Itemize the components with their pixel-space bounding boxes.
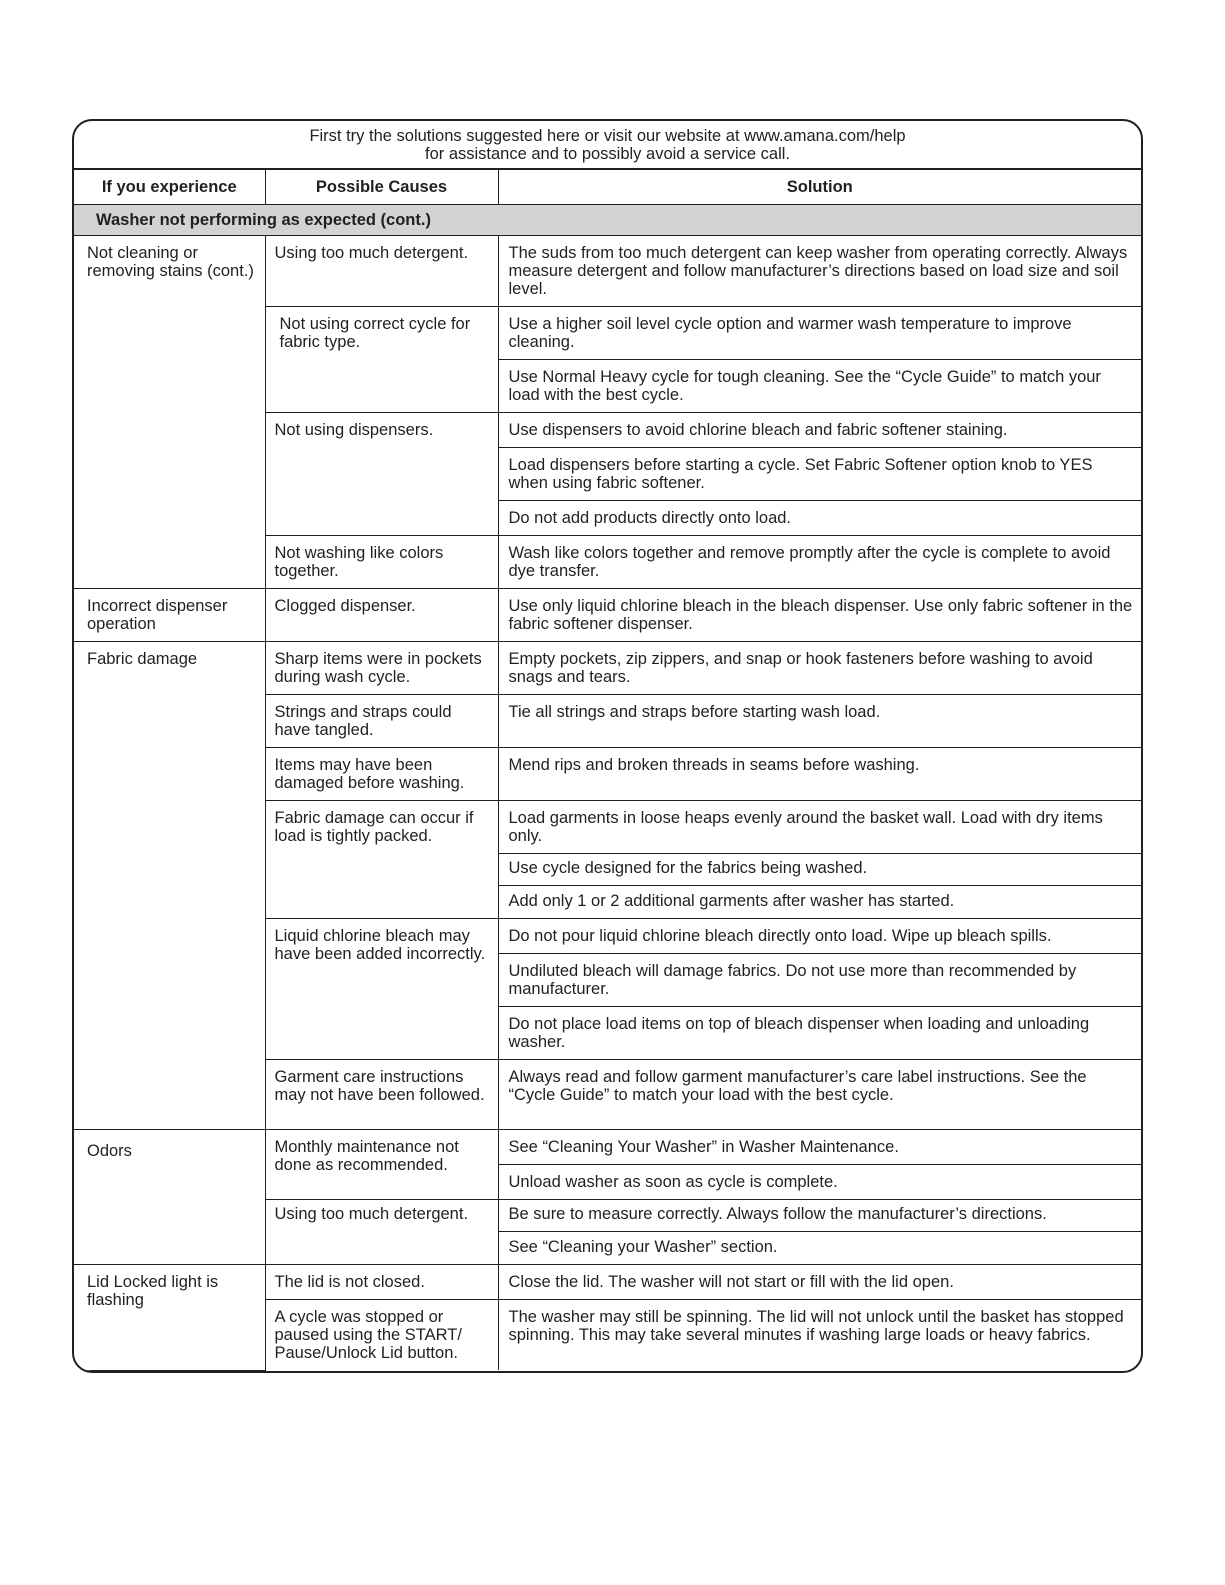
solution-cell: Always read and follow garment manufacturer’s care label instructions. See the “Cycle Guide” to match your load with the best cycle. bbox=[498, 1060, 1141, 1130]
header-row bbox=[74, 170, 1141, 205]
intro-text bbox=[74, 121, 1141, 170]
problem-cell: Not cleaning or removing stains (cont.) bbox=[74, 236, 265, 589]
cause-cell: The lid is not closed. bbox=[265, 1265, 498, 1300]
intro-line-1: First try the solutions suggested here or visit our website at www.amana.com/help bbox=[309, 127, 906, 145]
intro-line-2: for assistance and to possibly avoid a service call. bbox=[424, 145, 790, 163]
solution-cell: Use only liquid chlorine bleach in the bleach dispenser. Use only fabric softener in the fabric softener dispenser. bbox=[498, 589, 1141, 642]
cause-cell: Not washing like colors together. bbox=[265, 536, 498, 589]
cause-cell: Not using dispensers. bbox=[265, 413, 498, 536]
solution-cell: Use dispensers to avoid chlorine bleach and fabric softener staining. bbox=[498, 413, 1141, 448]
header-experience: If you experience bbox=[74, 170, 265, 205]
table-row bbox=[74, 589, 1141, 642]
solution-cell: Add only 1 or 2 additional garments after washer has started. bbox=[498, 886, 1141, 919]
solution-cell: Use cycle designed for the fabrics being washed. bbox=[498, 854, 1141, 886]
cause-cell: Liquid chlorine bleach may have been added incorrectly. bbox=[265, 919, 498, 1060]
cause-cell: Using too much detergent. bbox=[265, 1200, 498, 1265]
cause-cell: Not using correct cycle for fabric type. bbox=[265, 307, 498, 413]
solution-cell: Load dispensers before starting a cycle. Set Fabric Softener option knob to YES when using fabric softener. bbox=[498, 448, 1141, 501]
troubleshooting-box bbox=[72, 119, 1143, 1373]
cause-cell: Strings and straps could have tangled. bbox=[265, 695, 498, 748]
solution-cell: Undiluted bleach will damage fabrics. Do not use more than recommended by manufacturer. bbox=[498, 954, 1141, 1007]
table-row bbox=[74, 1130, 1141, 1165]
solution-cell: Unload washer as soon as cycle is complete. bbox=[498, 1165, 1141, 1200]
cause-cell: Monthly maintenance not done as recommended. bbox=[265, 1130, 498, 1200]
solution-cell: Use Normal Heavy cycle for tough cleaning. See the “Cycle Guide” to match your load with the best cycle. bbox=[498, 360, 1141, 413]
problem-cell: Odors bbox=[74, 1130, 265, 1265]
table-row bbox=[74, 1265, 1141, 1300]
cause-cell: Clogged dispenser. bbox=[265, 589, 498, 642]
cause-cell: A cycle was stopped or paused using the START/ Pause/Unlock Lid button. bbox=[265, 1300, 498, 1371]
solution-cell: Do not add products directly onto load. bbox=[498, 501, 1141, 536]
cause-cell: Garment care instructions may not have been followed. bbox=[265, 1060, 498, 1130]
section-title: Washer not performing as expected (cont.) bbox=[74, 205, 1141, 236]
solution-cell: Empty pockets, zip zippers, and snap or hook fasteners before washing to avoid snags and tears. bbox=[498, 642, 1141, 695]
header-causes: Possible Causes bbox=[265, 170, 498, 205]
solution-cell: See “Cleaning your Washer” section. bbox=[498, 1232, 1141, 1265]
solution-cell: Tie all strings and straps before starting wash load. bbox=[498, 695, 1141, 748]
solution-cell: Use a higher soil level cycle option and warmer wash temperature to improve cleaning. bbox=[498, 307, 1141, 360]
solution-cell: The suds from too much detergent can keep washer from operating correctly. Always measure detergent and follow manufacturer’s directions based on load size and soil level. bbox=[498, 236, 1141, 307]
solution-cell: Do not place load items on top of bleach dispenser when loading and unloading washer. bbox=[498, 1007, 1141, 1060]
section-row bbox=[74, 205, 1141, 236]
solution-cell: Wash like colors together and remove promptly after the cycle is complete to avoid dye transfer. bbox=[498, 536, 1141, 589]
table-row bbox=[74, 642, 1141, 695]
solution-cell: See “Cleaning Your Washer” in Washer Maintenance. bbox=[498, 1130, 1141, 1165]
solution-cell: Be sure to measure correctly. Always follow the manufacturer’s directions. bbox=[498, 1200, 1141, 1232]
problem-cell: Lid Locked light is flashing bbox=[74, 1265, 265, 1371]
solution-cell: Do not pour liquid chlorine bleach directly onto load. Wipe up bleach spills. bbox=[498, 919, 1141, 954]
cause-cell: Items may have been damaged before washing. bbox=[265, 748, 498, 801]
header-solution: Solution bbox=[498, 170, 1141, 205]
problem-cell: Fabric damage bbox=[74, 642, 265, 1130]
solution-cell: Mend rips and broken threads in seams before washing. bbox=[498, 748, 1141, 801]
troubleshooting-table bbox=[74, 170, 1141, 1371]
solution-cell: Close the lid. The washer will not start or fill with the lid open. bbox=[498, 1265, 1141, 1300]
cause-cell: Fabric damage can occur if load is tightly packed. bbox=[265, 801, 498, 919]
cause-cell: Using too much detergent. bbox=[265, 236, 498, 307]
table-row bbox=[74, 236, 1141, 307]
solution-cell: Load garments in loose heaps evenly around the basket wall. Load with dry items only. bbox=[498, 801, 1141, 854]
solution-cell: The washer may still be spinning. The lid will not unlock until the basket has stopped spinning. This may take several minutes if washing large loads or heavy fabrics. bbox=[498, 1300, 1141, 1371]
problem-cell: Incorrect dispenser operation bbox=[74, 589, 265, 642]
cause-cell: Sharp items were in pockets during wash cycle. bbox=[265, 642, 498, 695]
